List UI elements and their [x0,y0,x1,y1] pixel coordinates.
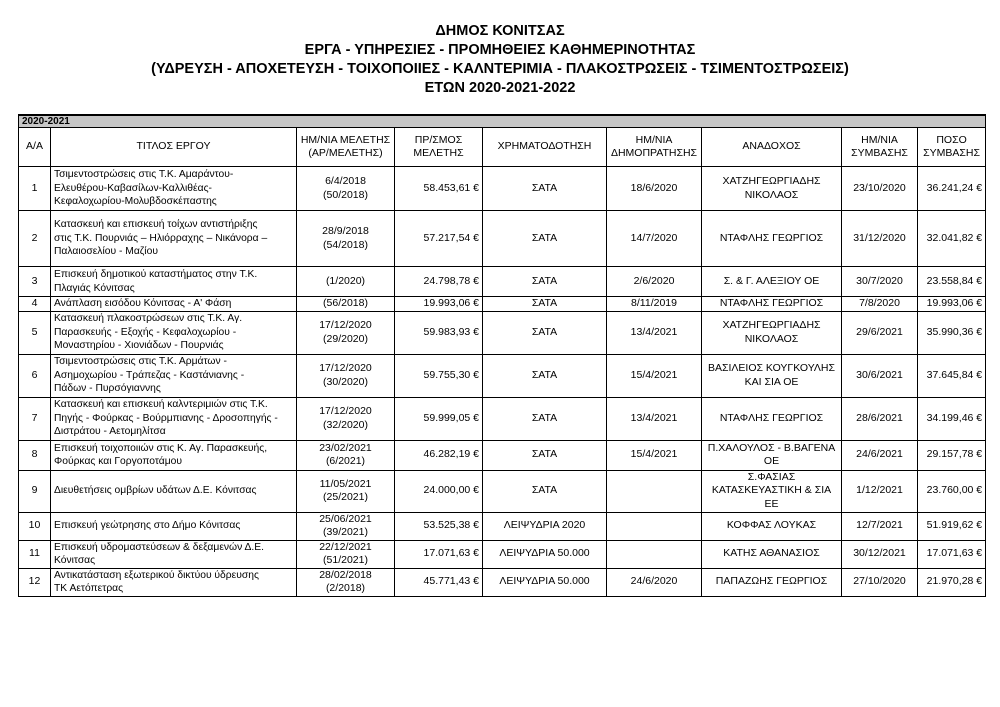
cell-aa [19,397,51,440]
cell-title-line: Τσιμεντοστρώσεις στις Τ.Κ. Αμαράντου- [54,169,234,181]
cell-contractor [702,267,842,297]
cell-contract-date [842,354,918,397]
cell-aa-line: 7 [31,411,38,424]
cell-amount [918,440,986,470]
cell-funding-line: ΣΑΤΑ [531,325,558,338]
cell-title-line: Παρασκευής - Εξοχής - Κεφαλοχωρίου - [54,326,237,338]
cell-amount [918,397,986,440]
section-row [19,115,986,128]
cell-budget [395,167,483,211]
header-line: ΠΟΣΟ [936,133,967,146]
cell-study-date [297,397,395,440]
header-line: ΔΗΜΟΠΡΑΤΗΣΗΣ [610,147,698,159]
cell-study-date-line: 17/12/2020 [319,405,372,417]
header-contractor [702,128,842,167]
cell-study-date-line: (39/2021) [323,526,368,538]
cell-title [51,267,297,297]
header-line: ΣΥΜΒΑΣΗΣ [923,147,980,159]
cell-study-date-line: 17/12/2020 [319,319,372,331]
header-line: ΗΜ/ΝΙΑ [861,133,898,146]
cell-study-date-line: (54/2018) [323,238,368,251]
cell-auction-date [607,568,702,596]
cell-contract-date [842,540,918,568]
cell-study-date-line: (56/2018) [323,297,368,309]
cell-title-line: Πηγής - Φούρκας - Βούρμπιανης - Δροσοπηγής - [54,412,278,424]
cell-contract-date-line: 31/12/2020 [853,231,906,244]
cell-amount [918,167,986,211]
cell-study-date-line: (6/2021) [325,455,366,467]
cell-budget [395,440,483,470]
cell-funding-line: ΣΑΤΑ [531,484,558,497]
cell-budget-line: 19.993,06 € [423,297,479,309]
cell-study-date-line: (32/2020) [323,418,368,431]
cell-aa [19,354,51,397]
cell-study-date-line: 11/05/2021 [319,477,372,490]
cell-aa-line: 8 [31,448,38,461]
cell-title [51,397,297,440]
cell-aa [19,267,51,297]
cell-study-date-line: (51/2021) [323,554,368,566]
cell-aa-line: 2 [31,231,38,244]
cell-funding [483,397,607,440]
cell-contract-date [842,470,918,512]
cell-funding [483,568,607,596]
cell-contract-date-line: 12/7/2021 [856,519,903,532]
cell-study-date-line: (2/2018) [325,582,366,594]
cell-contract-date [842,311,918,354]
table-row [19,397,986,440]
cell-contractor [702,470,842,512]
cell-funding-line: ΛΕΙΨΥΔΡΙΑ 50.000 [499,547,590,560]
cell-aa [19,297,51,312]
cell-contract-date [842,267,918,297]
cell-auction-date [607,470,702,512]
cell-funding-line: ΛΕΙΨΥΔΡΙΑ 2020 [503,519,586,532]
cell-title-line: Κατασκευή πλακοστρώσεων στις Τ.Κ. Αγ. [54,313,243,325]
cell-title-line: Φούρκας και Γοργοποτάμου [54,456,183,467]
table-row [19,211,986,267]
cell-budget-line: 59.983,93 € [423,325,479,338]
cell-auction-date-line: 15/4/2021 [630,448,678,461]
cell-title-line: Επισκευή τοιχοποιιών στις Κ. Αγ. Παρασκευής, [54,442,268,454]
cell-auction-date-line: 13/4/2021 [630,325,678,338]
cell-funding [483,470,607,512]
cell-amount-line: 32.041,82 € [926,231,983,244]
cell-contractor [702,440,842,470]
projects-table [18,114,986,597]
cell-title [51,568,297,596]
document-subtitle: (ΥΔΡΕΥΣΗ - ΑΠΟΧΕΤΕΥΣΗ - ΤΟΙΧΟΠΟΙΙΕΣ - ΚΑΛΝΤΕΡΙΜΙΑ - ΠΛΑΚΟΣΤΡΩΣΕΙΣ - ΤΣΙΜΕΝΤΟΣΤΡΩΣΕΙΣ) [151,61,849,77]
cell-contract-date-line: 30/6/2021 [856,368,903,381]
cell-contract-date [842,512,918,540]
cell-aa [19,440,51,470]
header-contract-date [842,128,918,167]
cell-contract-date [842,440,918,470]
cell-aa [19,211,51,267]
cell-funding-line: ΣΑΤΑ [531,181,558,194]
cell-budget [395,297,483,312]
cell-study-date [297,211,395,267]
cell-aa-line: 3 [31,274,38,287]
cell-title-line: Κεφαλοχωρίου-Μολυβδοσκέπαστης [54,196,217,208]
cell-study-date [297,267,395,297]
cell-contract-date [842,397,918,440]
header-line: (ΑΡ/ΜΕΛΕΤΗΣ) [308,147,383,159]
header-line: ΗΜ/ΝΙΑ [635,133,673,146]
cell-amount [918,211,986,267]
cell-contract-date [842,568,918,596]
cell-budget [395,354,483,397]
cell-amount-line: 23.760,00 € [926,484,983,497]
cell-contractor-line: ΝΤΑΦΛΗΣ ΓΕΩΡΓΙΟΣ [719,231,824,244]
cell-study-date [297,297,395,312]
cell-study-date-line: 23/02/2021 [319,441,372,454]
cell-budget [395,512,483,540]
header-line: Α/Α [26,140,43,153]
table-row [19,297,986,312]
cell-contractor [702,540,842,568]
cell-contractor-line: ΒΑΣΙΛΕΙΟΣ ΚΟΥΓΚΟΥΛΗΣ [707,362,836,374]
cell-study-date [297,512,395,540]
cell-contractor [702,354,842,397]
cell-aa [19,568,51,596]
cell-amount-line: 29.157,78 € [926,448,983,461]
cell-title-line: στις Τ.Κ. Πουρνιάς – Ηλιόρραχης – Νικάνορα – [54,232,268,244]
cell-study-date [297,540,395,568]
cell-aa [19,540,51,568]
cell-funding [483,211,607,267]
cell-budget-line: 24.000,00 € [423,484,479,497]
cell-contractor-line: ΚΑΤΗΣ ΑΘΑΝΑΣΙΟΣ [723,547,820,560]
cell-contract-date-line: 7/8/2020 [859,297,900,309]
cell-contract-date-line: 27/10/2020 [853,575,906,588]
cell-title [51,354,297,397]
cell-study-date-line: 25/06/2021 [319,512,372,525]
cell-funding-line: ΛΕΙΨΥΔΡΙΑ 50.000 [499,575,590,588]
header-auction-date [607,128,702,167]
cell-title-line: Διευθετήσεις ομβρίων υδάτων Δ.Ε. Κόνιτσας [54,485,257,497]
cell-title [51,540,297,568]
cell-amount [918,297,986,312]
cell-auction-date-line: 24/6/2020 [630,575,678,588]
cell-contractor [702,297,842,312]
cell-title [51,470,297,512]
cell-title-line: Επισκευή γεώτρησης στο Δήμο Κόνιτσας [54,520,241,532]
cell-auction-date [607,354,702,397]
cell-aa [19,512,51,540]
cell-amount-line: 37.645,84 € [926,368,983,381]
header-line: ΑΝΑΔΟΧΟΣ [742,140,801,153]
cell-amount-line: 34.199,46 € [926,411,983,424]
cell-amount [918,470,986,512]
cell-study-date-line: (1/2020) [325,274,366,287]
cell-contract-date-line: 29/6/2021 [856,325,903,338]
cell-study-date [297,470,395,512]
cell-study-date-line: (25/2021) [323,491,368,503]
header-study-date [297,128,395,167]
cell-contract-date-line: 24/6/2021 [856,448,903,461]
cell-contract-date-line: 28/6/2021 [856,411,903,424]
municipality-title: ΔΗΜΟΣ ΚΟΝΙΤΣΑΣ [435,23,565,39]
header-amount [918,128,986,167]
cell-study-date-line: (29/2020) [323,332,368,345]
cell-contractor-line: ΚΟΦΦΑΣ ΛΟΥΚΑΣ [726,519,817,532]
cell-budget-line: 59.755,30 € [423,368,479,381]
header-line: ΣΥΜΒΑΣΗΣ [851,147,908,159]
cell-budget [395,267,483,297]
table-row [19,568,986,596]
cell-title-line: Ανάπλαση εισόδου Κόνιτσας - Α' Φάση [54,298,232,309]
cell-study-date [297,354,395,397]
cell-budget-line: 46.282,19 € [423,448,479,461]
cell-contractor-line: ΝΤΑΦΛΗΣ ΓΕΩΡΓΙΟΣ [719,411,824,424]
cell-contract-date-line: 23/10/2020 [853,181,906,194]
cell-funding [483,540,607,568]
cell-contractor [702,167,842,211]
cell-contractor-line: ΝΙΚΟΛΑΟΣ [744,188,799,201]
cell-title-line: Αντικατάσταση εξωτερικού δικτύου ύδρευσης [54,569,259,581]
cell-funding-line: ΣΑΤΑ [531,274,558,287]
cell-contract-date-line: 1/12/2021 [856,484,903,497]
cell-contractor [702,568,842,596]
cell-study-date [297,167,395,211]
cell-amount-line: 51.919,62 € [926,519,983,532]
cell-funding-line: ΣΑΤΑ [531,411,558,424]
cell-aa-line: 12 [28,575,41,588]
cell-budget [395,540,483,568]
cell-funding-line: ΣΑΤΑ [531,448,558,461]
table-row [19,540,986,568]
cell-title-line: Μοναστηρίου - Χιονιάδων - Πουρνιάς [54,340,224,352]
header-line: ΧΡΗΜΑΤΟΔΟΤΗΣΗ [497,140,592,153]
cell-study-date [297,568,395,596]
cell-title-line: Κατασκευή και επισκευή τοίχων αντιστήριξης [54,219,258,231]
cell-auction-date [607,440,702,470]
cell-amount-line: 36.241,24 € [926,181,983,194]
cell-auction-date-line: 8/11/2019 [631,297,677,309]
cell-contractor-line: Σ. & Γ. ΑΛΕΞΙΟΥ ΟΕ [723,274,820,287]
header-line: ΠΡ/ΣΜΟΣ [414,133,463,146]
cell-aa [19,311,51,354]
cell-amount [918,354,986,397]
cell-contract-date-line: 30/7/2020 [856,274,903,287]
cell-aa-line: 10 [28,519,41,532]
section-label: 2020-2021 [19,115,986,128]
cell-budget-line: 45.771,43 € [423,575,479,588]
header-line: ΗΜ/ΝΙΑ ΜΕΛΕΤΗΣ [300,133,391,146]
cell-budget-line: 57.217,54 € [423,231,479,244]
cell-auction-date [607,267,702,297]
cell-budget [395,397,483,440]
cell-auction-date [607,167,702,211]
cell-contract-date-line: 30/12/2021 [853,547,906,560]
cell-title [51,512,297,540]
cell-amount-line: 35.990,36 € [926,325,983,338]
cell-amount [918,311,986,354]
cell-auction-date [607,540,702,568]
cell-auction-date-line: 18/6/2020 [630,181,678,194]
cell-study-date-line: 6/4/2018 [325,175,366,187]
cell-funding [483,512,607,540]
cell-aa-line: 1 [31,181,38,194]
cell-study-date-line: (30/2020) [323,375,368,388]
cell-budget-line: 24.798,78 € [423,274,479,287]
cell-budget [395,470,483,512]
cell-budget-line: 59.999,05 € [423,411,479,424]
cell-amount [918,267,986,297]
cell-funding [483,311,607,354]
cell-contractor [702,512,842,540]
cell-study-date-line: 17/12/2020 [319,362,372,374]
cell-amount [918,540,986,568]
cell-aa-line: 5 [31,325,38,338]
cell-title-line: Ελευθέρου-Καβασίλων-Καλλιθέας- [54,182,212,194]
table-row [19,354,986,397]
cell-budget [395,568,483,596]
cell-auction-date [607,512,702,540]
cell-title [51,211,297,267]
cell-title-line: Κόνιτσας [54,555,96,566]
cell-study-date [297,440,395,470]
cell-title-line: Κατασκευή και επισκευή καλντεριμιών στις Τ.Κ. [54,399,268,411]
cell-auction-date [607,311,702,354]
cell-contractor-line: ΝΤΑΦΛΗΣ ΓΕΩΡΓΙΟΣ [719,297,824,309]
cell-contractor-line: Π.ΧΑΛΟΥΛΟΣ - Β.ΒΑΓΕΝΑ [707,441,836,454]
cell-contractor-line: ΠΑΠΑΖΩΗΣ ΓΕΩΡΓΙΟΣ [715,575,828,588]
table-row [19,311,986,354]
cell-budget [395,311,483,354]
table-row [19,267,986,297]
cell-amount-line: 21.970,28 € [926,575,983,588]
cell-funding [483,167,607,211]
cell-study-date-line: 28/9/2018 [322,225,369,237]
cell-amount [918,568,986,596]
cell-budget [395,211,483,267]
cell-funding [483,354,607,397]
cell-auction-date-line: 14/7/2020 [630,231,678,244]
cell-budget-line: 58.453,61 € [423,181,479,194]
cell-auction-date [607,297,702,312]
cell-funding-line: ΣΑΤΑ [531,368,558,381]
cell-title-line: Επισκευή υδρομαστεύσεων & δεξαμενών Δ.Ε. [54,541,264,553]
header-funding [483,128,607,167]
cell-aa-line: 11 [29,547,40,560]
cell-contract-date [842,167,918,211]
cell-title [51,440,297,470]
cell-title-line: Παλαιοσελίου - Μαζίου [54,246,158,258]
cell-contractor-line: ΧΑΤΖΗΓΕΩΡΓΙΑΔΗΣ [722,319,821,331]
cell-title [51,297,297,312]
header-line: ΤΙΤΛΟΣ ΕΡΓΟΥ [136,140,211,153]
cell-contractor-line: ΝΙΚΟΛΑΟΣ [744,332,799,345]
header-aa [19,128,51,167]
cell-contractor [702,211,842,267]
cell-funding-line: ΣΑΤΑ [531,297,558,309]
cell-title-line: Διστράτου - Αετομηλίτσα [54,426,166,438]
cell-title-line: Επισκευή δημοτικού καταστήματος στην Τ.Κ. [54,269,258,280]
cell-title-line: Ασημοχωρίου - Τράπεζας - Καστάνιανης - [54,369,245,381]
cell-funding [483,267,607,297]
cell-contract-date [842,211,918,267]
table-row [19,167,986,211]
cell-funding [483,297,607,312]
cell-aa-line: 9 [31,484,38,497]
cell-auction-date-line: 15/4/2021 [630,368,678,381]
document-years: ΕΤΩΝ 2020-2021-2022 [424,80,576,96]
cell-study-date-line: 28/02/2018 [319,568,372,581]
cell-auction-date [607,397,702,440]
table-row [19,512,986,540]
cell-aa [19,470,51,512]
cell-funding [483,440,607,470]
cell-contractor-line: Σ.ΦΑΣΙΑΣ [747,470,796,483]
cell-amount-line: 17.071,63 € [926,547,983,560]
cell-auction-date [607,211,702,267]
cell-title-line: Πλαγιάς Κόνιτσας [54,282,135,294]
cell-contract-date [842,297,918,312]
table-row [19,440,986,470]
document-title: ΕΡΓΑ - ΥΠΗΡΕΣΙΕΣ - ΠΡΟΜΗΘΕΙΕΣ ΚΑΘΗΜΕΡΙΝΟΤΗΤΑΣ [304,42,696,58]
table-row [19,470,986,512]
cell-contractor [702,311,842,354]
cell-aa-line: 4 [31,297,38,309]
cell-funding-line: ΣΑΤΑ [531,231,558,244]
cell-contractor-line: ΧΑΤΖΗΓΕΩΡΓΙΑΔΗΣ [722,175,821,187]
cell-study-date-line: 22/12/2021 [319,540,372,553]
cell-auction-date-line: 2/6/2020 [633,274,675,287]
cell-study-date-line: (50/2018) [323,188,368,201]
cell-aa-line: 6 [31,368,38,381]
cell-aa [19,167,51,211]
header-line: ΜΕΛΕΤΗΣ [413,147,464,159]
cell-budget-line: 53.525,38 € [423,519,479,532]
cell-title-line: Πάδων - Πυρσόγιαννης [54,383,161,395]
cell-contractor [702,397,842,440]
cell-contractor-line: ΚΑΤΑΣΚΕΥΑΣΤΙΚΗ & ΣΙΑ ΕΕ [711,484,832,510]
cell-title [51,311,297,354]
cell-title-line: ΤΚ Αετόπετρας [54,583,124,594]
cell-study-date [297,311,395,354]
cell-amount-line: 19.993,06 € [926,297,983,309]
cell-amount [918,512,986,540]
cell-amount-line: 23.558,84 € [926,274,983,287]
cell-budget-line: 17.071,63 € [423,547,479,560]
cell-contractor-line: ΟΕ [763,455,780,467]
cell-auction-date-line: 13/4/2021 [630,411,678,424]
cell-contractor-line: ΚΑΙ ΣΙΑ ΟΕ [744,375,799,388]
cell-title-line: Τσιμεντοστρώσεις στις Τ.Κ. Αρμάτων - [54,356,227,368]
cell-title [51,167,297,211]
header-budget [395,128,483,167]
header-title [51,128,297,167]
header-row [19,128,986,167]
document-header [0,22,1000,98]
